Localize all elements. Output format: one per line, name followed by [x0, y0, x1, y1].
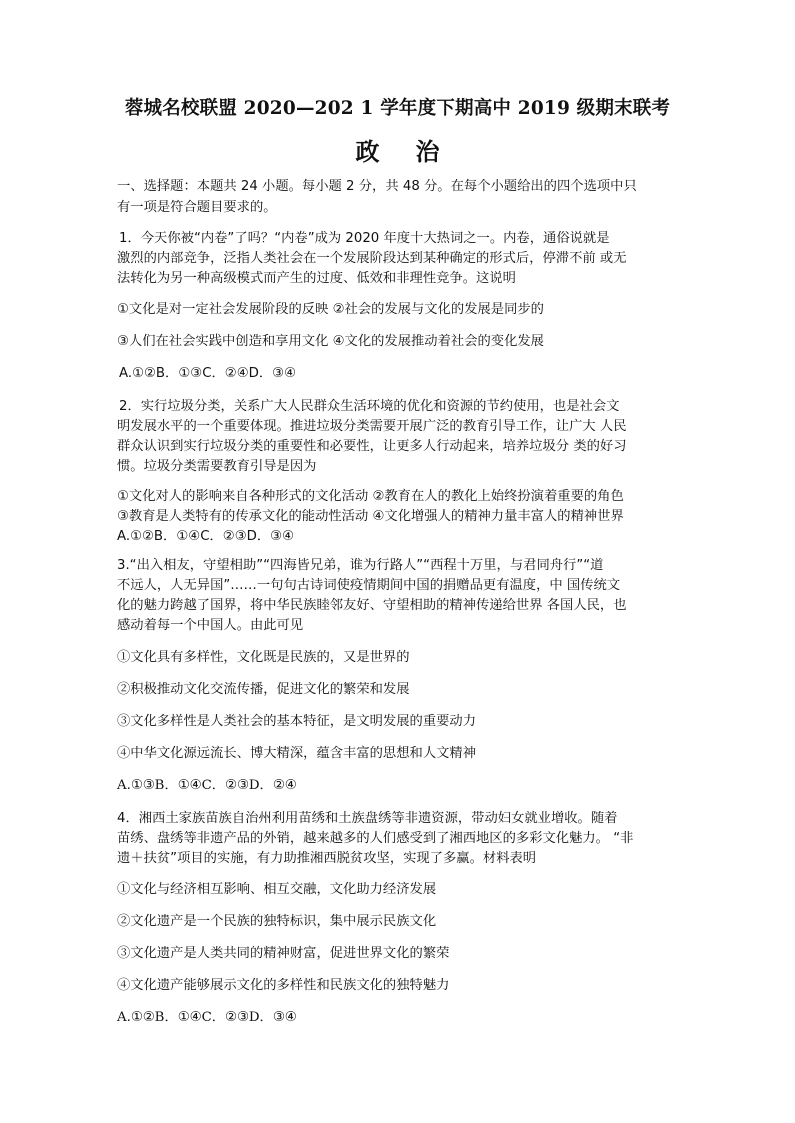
q4-option-3: ③文化遗产是人类共同的精神财富，促进世界文化的繁荣	[117, 946, 450, 961]
q2-stem-line-4: 惯。垃圾分类需要教育引导是因为	[117, 459, 317, 474]
q2-option-line-2: ③教育是人类特有的传承文化的能动性活动 ④文化增强人的精神力量丰富人的精神世界	[117, 509, 624, 524]
q4-stem-line-2: 苗绣、盘绣等非遗产品的外销，越来越多的人们感受到了湘西地区的多彩文化魅力。 “非	[117, 831, 634, 846]
q1-answer-choices: A.①②B．①③C．②④D．③④	[119, 366, 296, 381]
q2-stem-line-1: 2．实行垃圾分类，关系广大人民群众生活环境的优化和资源的节约使用，也是社会文	[119, 399, 620, 414]
q1-stem-line-1: 1．今天你被“内卷”了吗？“内卷”成为 2020 年度十大热词之一。内卷，通俗说就是	[119, 231, 610, 246]
q2-answer-choices: A.①②B．①④C．②③D．③④	[117, 529, 294, 544]
q3-option-3: ③文化多样性是人类社会的基本特征，是文明发展的重要动力	[117, 714, 477, 729]
q4-option-4: ④文化遗产能够展示文化的多样性和民族文化的独特魅力	[117, 978, 450, 993]
q1-option-line-1: ①文化是对一定社会发展阶段的反映 ②社会的发展与文化的发展是同步的	[117, 302, 544, 317]
q2-option-line-1: ①文化对人的影响来自各种形式的文化活动 ②教育在人的教化上始终扮演着重要的角色	[117, 489, 624, 504]
q4-stem-line-3: 遗＋扶贫”项目的实施，有力助推湘西脱贫攻坚，实现了多赢。材料表明	[117, 851, 537, 866]
q1-option-line-2: ③人们在社会实践中创造和享用文化 ④文化的发展推动着社会的变化发展	[117, 334, 544, 349]
q4-stem-line-1: 4．湘西土家族苗族自治州利用苗绣和土族盘绣等非遗资源，带动妇女就业增收。随着	[117, 811, 618, 826]
q3-option-2: ②积极推动文化交流传播，促进文化的繁荣和发展	[117, 682, 410, 697]
q1-stem-line-2: 激烈的内部竞争，泛指人类社会在一个发展阶段达到某种确定的形式后，停滞不前 或无	[117, 251, 627, 266]
q3-stem-line-1: 3.“出入相友，守望相助”“四海皆兄弟，谁为行路人”“西程十万里，与君同舟行”“道	[117, 558, 604, 573]
exam-title: 蓉城名校联盟 2020—202 1 学年度下期高中 2019 级期末联考	[124, 98, 671, 119]
q2-stem-line-3: 群众认识到实行垃圾分类的重要性和必要性，让更多人行动起来，培养垃圾分 类的好习	[117, 439, 627, 454]
q3-stem-line-2: 不远人，人无异国”……一句句古诗词使疫情期间中国的捐赠品更有温度，中 国传统文	[117, 578, 621, 593]
q3-stem-line-3: 化的魅力跨越了国界，将中华民族睦邻友好、守望相助的精神传递给世界 各国人民，也	[117, 598, 627, 613]
q3-stem-line-4: 感动着每一个中国人。由此可见	[117, 618, 304, 633]
section-instruction-line-1: 一、选择题：本题共 24 小题。每小题 2 分，共 48 分。在每个小题给出的四个选项中只	[117, 179, 637, 194]
q1-stem-line-3: 法转化为另一种高级模式而产生的过度、低效和非理性竞争。这说明	[117, 271, 516, 286]
q3-option-1: ①文化具有多样性，文化既是民族的，又是世界的	[117, 650, 410, 665]
section-instruction-line-2: 有一项是符合题目要求的。	[117, 200, 277, 215]
q3-option-4: ④中华文化源远流长、博大精深，蕴含丰富的思想和人文精神	[117, 746, 477, 761]
q4-option-1: ①文化与经济相互影响、相互交融，文化助力经济发展	[117, 882, 437, 897]
subject-heading: 政治	[355, 137, 476, 166]
q4-answer-choices: A.①②B．①④C．②③D．③④	[117, 1010, 297, 1025]
q2-stem-line-2: 明发展水平的一个重要体现。推进垃圾分类需要开展广泛的教育引导工作，让广大 人民	[117, 419, 627, 434]
q4-option-2: ②文化遗产是一个民族的独特标识，集中展示民族文化	[117, 914, 437, 929]
q3-answer-choices: A.①③B．①④C．②③D．②④	[117, 778, 297, 793]
